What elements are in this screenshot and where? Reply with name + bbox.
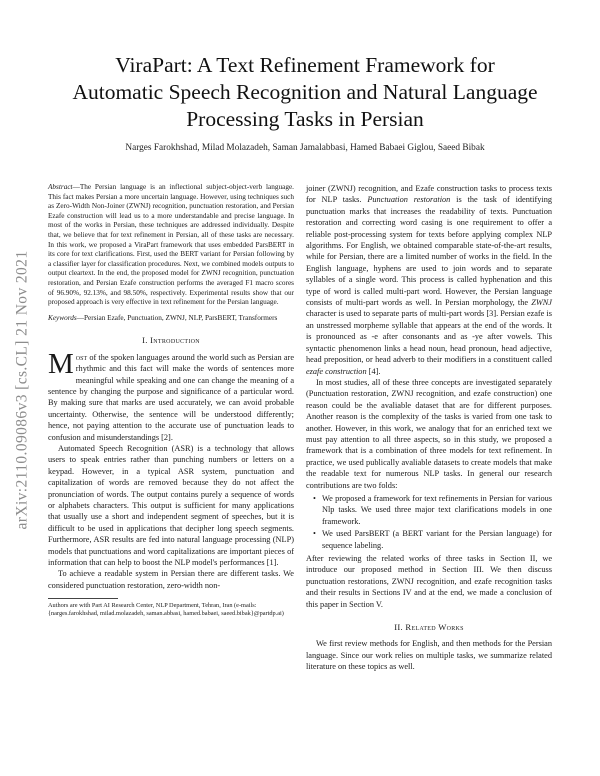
lead-in-word: ost [75,352,88,362]
index-terms [48,314,294,324]
list-item-text: We used ParsBERT (a BERT variant for the Persian language) for sequence labeling. [322,529,552,550]
bullet-icon: • [313,493,316,503]
section-heading-introduction: I. Introduction [142,335,200,346]
footnote-divider [48,598,118,599]
emphasis-term: ezafe construction [306,366,367,376]
keywords-heading: Keywords [48,313,77,322]
intro-paragraph-3: To achieve a readable system in Persian there are different tasks. We considered punctuation restoration, zero-width non- [48,569,294,590]
author-affiliation-footnote: Authors are with Part AI Research Center, NLP Department, Tehran, Iran (e-mails:{narges.farokhshad, milad.molazadeh, saman.abbasi, hamed.babaei, saeed.bibak}@partdp.ai) [48,602,284,618]
paper-title: ViraPart: A Text Refinement Framework for Automatic Speech Recognition and Natural Language Processing Tasks in Persian [72,53,538,131]
abstract [48,183,294,308]
text-run: is the task of identifying punctuation marks that increases the readability of texts. Punctuation restoration and correcting word casing is one requirement to offer a reliable post-processing system for texts before applying complex NLP algorithms. For English, we obtained comparable state-of-the-art results, while for Persian, there are a limited number of works in the field. In the English language, hyphens are used to join words and to separate syllables of a single word. This process is called hyphenation and this type of word is called multi-part word. However, the Persian language consists of multi-part words as well. In Persian morphology, the [306,195,552,308]
abstract-heading: Abstract [48,183,73,191]
list-item [313,528,552,551]
left-column [48,183,294,619]
list-item-text: We proposed a framework for text refinements in Persian for various Nlp tasks. We used three major text clarifications models in one framework. [322,493,552,526]
list-item [313,493,552,527]
section-heading-related-works: II. Related Works [394,622,464,633]
emphasis-term: Punctuation restoration [367,195,451,205]
bullet-icon: • [313,529,316,539]
emphasis-term: ZWNJ [531,298,552,308]
keywords-text: —Persian Ezafe, Punctuation, ZWNJ, NLP, ParsBERT, Transformers [76,313,278,322]
text-run: [4]. [366,366,381,376]
text-run: character is used to separate parts of multi-part words [3]. Persian ezafe is an unstressed morpheme syllable that appears at the end of the words. It is pronounced as -e after consonants and as -ye after vowels. This syntactic phenomenon links a head noun, head pronoun, head adjective, head preposition, or head adverb to their modifiers in a constituent called [306,309,552,365]
intro-paragraph-1-text: of the spoken languages around the world such as Persian are rhythmic and this fact will make the words of sentences more meaningful while speaking and one can change the meaning of a sentence by changing the purpose and significance of a particular word. By making sure that marks are used accurately, we can avoid probable uncertainty. Otherwise, the sentence will be understood differently; hence, not paying attention to the accurate use of punctuation leads to confusion and misunderstandings [2]. [48,352,294,442]
related-works-paragraph-1: We first review methods for English, and then methods for the Persian language. Since our work relies on multiple tasks, we summarize related literature on these topics as well. [306,639,552,672]
intro-paragraph-4: In most studies, all of these three concepts are investigated separately (Punctuation restoration, ZWNJ recognition, and ezafe construction) one reason could be the avaliable dataset that are for different purposes. Another reason is the complexity of the tasks is varied from one task to another. However, in this work, we analogy that for an enriched text we must pay attention to all three aspects, so in this study, we proposed a framework that is a combination of three models for text refinement. In practice, we used publically avaliable datasets to create models that make the readable text for numerous NLP tasks. In general our research contributions are two folds: [306,377,552,490]
contribution-list [306,493,552,551]
intro-paragraph-5: After reviewing the related works of three tasks in Section II, we introduce our proposed method in Section III. We then discuss punctuation restorations, ZWNJ recognition, and ezafe recognition tasks and their results in Sections IV and at the end, we made a conclusion of this paper in Section V. [306,554,552,609]
intro-paragraph-2: Automated Speech Recognition (ASR) is a technology that allows users to speak entries rather than punching numbers or letters on a keypad. However, in a typical ASR system, punctuation and capitalization of words are removed because they do not affect the pronunciation of words. The output contains purely a sequence of words or alphabets characters. This output is sufficient for many applications that usually use a short and independent segment of speeches, but it is difficult to be used in applications that decipher long speech segments. Furthermore, ASR results are fed into natural language processing (NLP) models that punctuations and word capitalizations are important pieces of information that can help to boost the NLP model's performances [1]. [48,443,294,568]
intro-paragraph-continued [306,183,552,377]
abstract-text: —The Persian language is an inflectional subject-object-verb language. This fact makes Persian a more uncertain language. However, using techniques such as Zero-Width Non-Joiner (ZWNJ) recognition, punctuation restoration, and Persian Ezafe construction will lead us to a more understandable and precise language. In most of the works in Persian, these techniques are addressed individually. Despite that, we believe that for text refinement in Persian, all of these tasks are necessary. In this work, we proposed a ViraPart framework that uses embedded ParsBERT in its core for text clarifications. First, used the BERT variant for Persian following by a classifier layer for classification procedures. Next, we combined models outputs to output cleartext. In the end, the proposed model for ZWNJ recognition, punctuation restoration, and Persian Ezafe construction performs the averaged F1 macro scores of 96.90%, 92.13%, and 98.50%, respectively. Experimental results show that our proposed approach is very effective in text refinement for the Persian language. [48,183,294,307]
drop-cap: M [48,347,74,380]
text-run: joiner (ZWNJ) recognition, and Ezafe construction tasks to process texts for NLP tasks. [306,184,552,205]
arxiv-identifier-text: arXiv:2110.09086v3 [cs.CL] 21 Nov 2021 [13,250,30,530]
intro-paragraph-1 [48,347,294,443]
arxiv-identifier [6,190,38,590]
author-list: Narges Farokhshad, Milad Molazadeh, Saman Jamalabbasi, Hamed Babaei Giglou, Saeed Bibak [125,143,485,153]
right-column [306,183,552,673]
